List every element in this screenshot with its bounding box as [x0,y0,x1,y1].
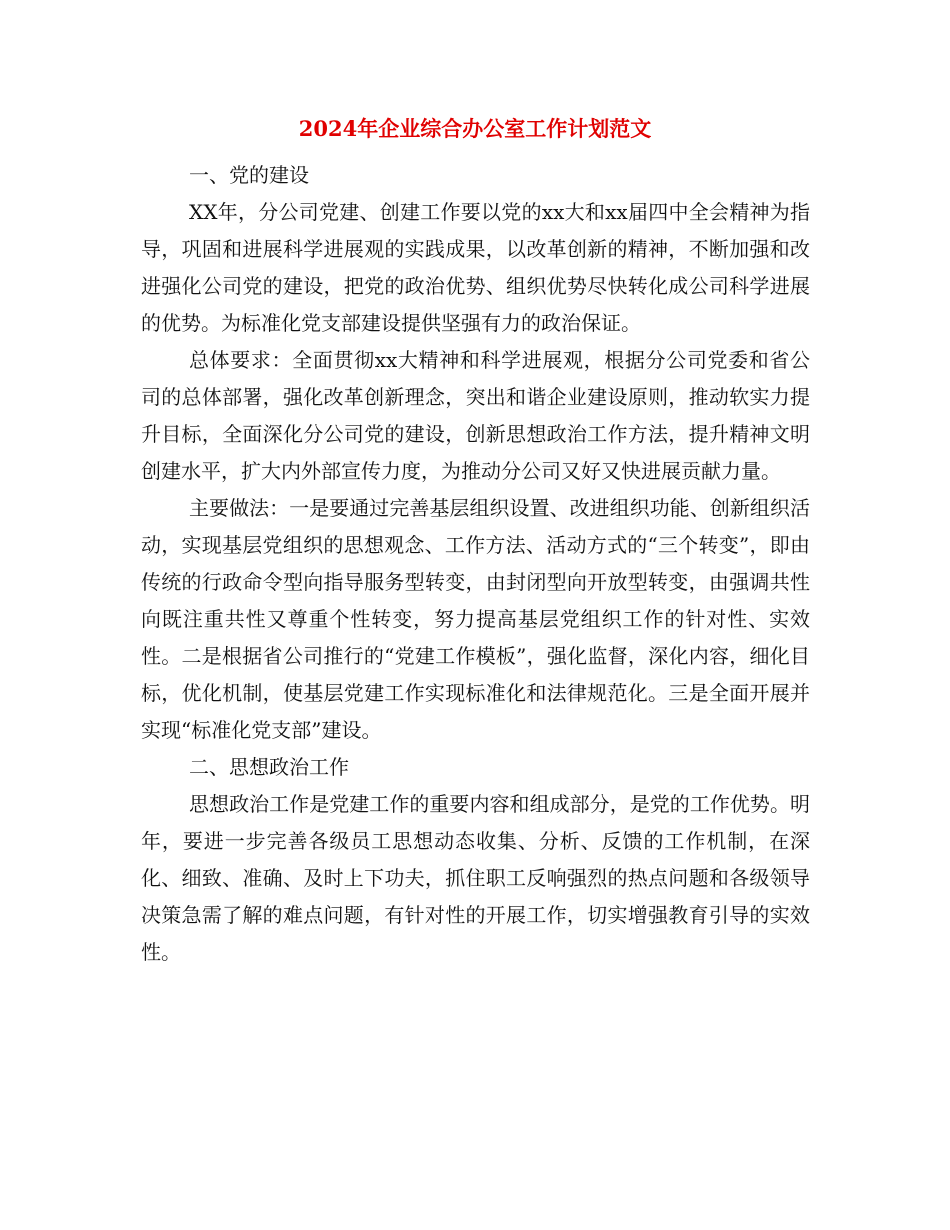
document-title: 2024年企业综合办公室工作计划范文 [298,116,652,141]
paragraph-ideological-work: 思想政治工作是党建工作的重要内容和组成部分，是党的工作优势。明年，要进一步完善各级员工思想动态收集、分析、反馈的工作机制，在深化、细致、准确、及时上下功夫，抓住职工反响强烈的热点问题和各级领导决策急需了解的难点问题，有针对性的开展工作，切实增强教育引导的实效性。 [141,792,810,964]
section-heading-ideological-work: 二、思想政治工作 [189,755,349,779]
document-body [141,157,810,971]
paragraph-intro: XX年，分公司党建、创建工作要以党的xx大和xx届四中全会精神为指导，巩固和进展科学进展观的实践成果，以改革创新的精神，不断加强和改进强化公司党的建设，把党的政治优势、组织优势尽快转化成公司科学进展的优势。为标准化党支部建设提供坚强有力的政治保证。 [141,200,810,335]
paragraph-overall-requirements: 总体要求：全面贯彻xx大精神和科学进展观，根据分公司党委和省公司的总体部署，强化改革创新理念，突出和谐企业建设原则，推动软实力提升目标，全面深化分公司党的建设，创新思想政治工作方法，提升精神文明创建水平，扩大内外部宣传力度，为推动分公司又好又快进展贡献力量。 [141,348,810,483]
paragraph-main-methods: 主要做法：一是要通过完善基层组织设置、改进组织功能、创新组织活动，实现基层党组织的思想观念、工作方法、活动方式的“三个转变”，即由传统的行政命令型向指导服务型转变，由封闭型向开放型转变，由强调共性向既注重共性又尊重个性转变，努力提高基层党组织工作的针对性、实效性。二是根据省公司推行的“党建工作模板”，强化监督，深化内容，细化目标，优化机制，使基层党建工作实现标准化和法律规范化。三是全面开展并实现“标准化党支部”建设。 [141,496,810,742]
section-heading-party-building: 一、党的建设 [189,163,309,187]
